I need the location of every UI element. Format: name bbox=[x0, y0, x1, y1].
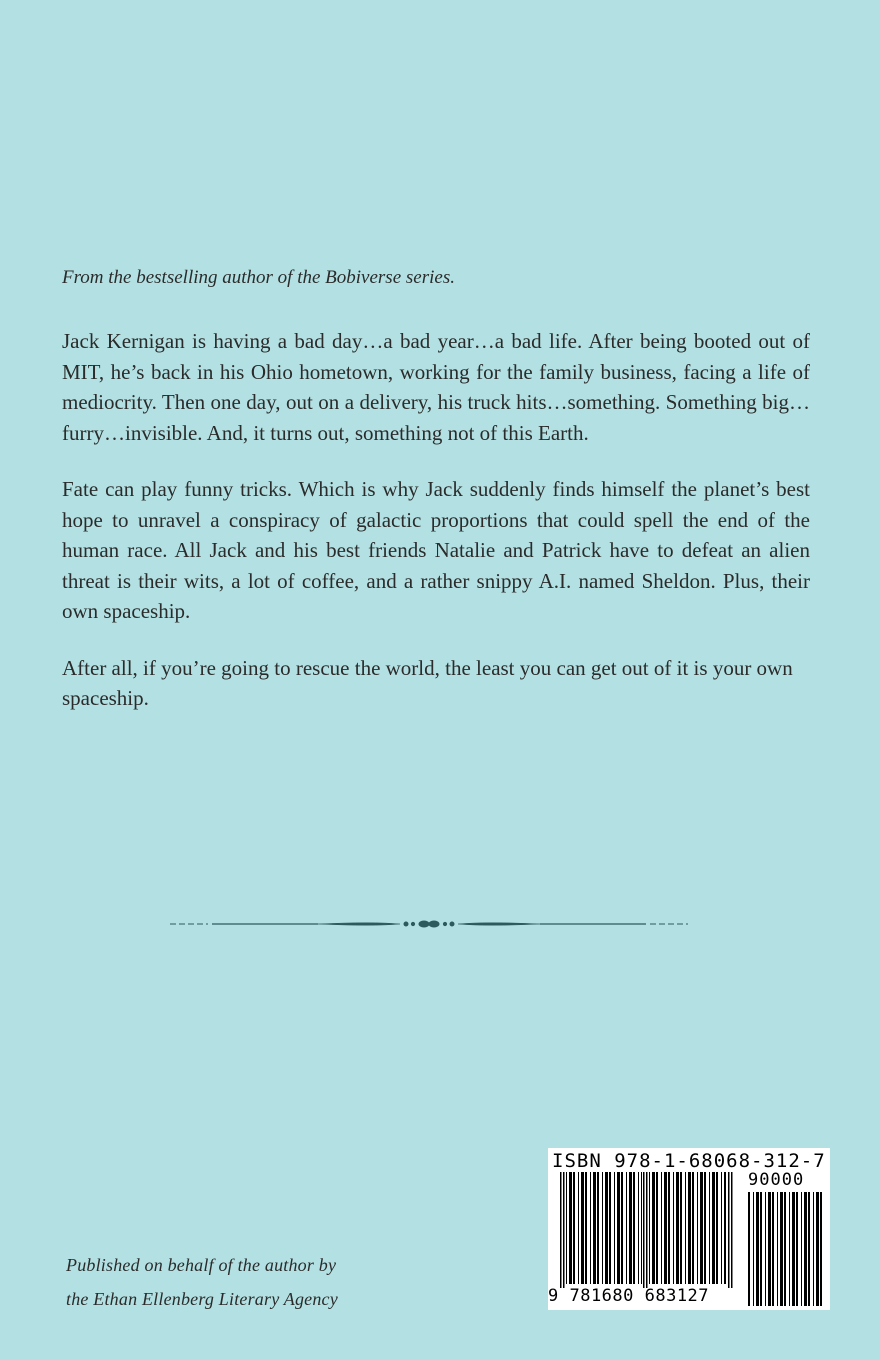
blurb-paragraph-3: After all, if you’re going to rescue the world, the least you can get out of it is your own spaceship. bbox=[62, 655, 793, 710]
book-blurb bbox=[62, 326, 810, 740]
isbn-label: ISBN 978-1-68068-312-7 bbox=[552, 1150, 826, 1172]
publisher-line-2: the Ethan Ellenberg Literary Agency bbox=[66, 1289, 338, 1309]
divider-ornament bbox=[168, 914, 690, 934]
blurb-paragraph-2: Fate can play funny tricks. Which is why Jack suddenly finds himself the planet’s best hope to unravel a conspiracy of galactic proportions that could spell the end of the human race. All Jack and his best friends Natalie and Patrick have to defeat an alien threat is their wits, a lot of coffee, and a rather snippy A.I. named Sheldon. Plus, their own spaceship. bbox=[62, 477, 810, 623]
publisher-credit bbox=[66, 1248, 426, 1316]
ean-digits: 9 781680 683127 bbox=[548, 1286, 710, 1306]
blurb-paragraph-1: Jack Kernigan is having a bad day…a bad year…a bad life. After being booted out of MIT, he’s back in his Ohio hometown, working for the family business, facing a life of mediocrity. Then one day, out on a delivery, his truck hits…something. Something big… furry…invisible. And, it turns out, something not of this Earth. bbox=[62, 329, 810, 445]
price-code: 90000 bbox=[748, 1170, 805, 1190]
publisher-line-1: Published on behalf of the author by bbox=[66, 1255, 337, 1275]
isbn-barcode bbox=[548, 1148, 830, 1310]
tagline: From the bestselling author of the Bobiverse series. bbox=[62, 267, 455, 288]
